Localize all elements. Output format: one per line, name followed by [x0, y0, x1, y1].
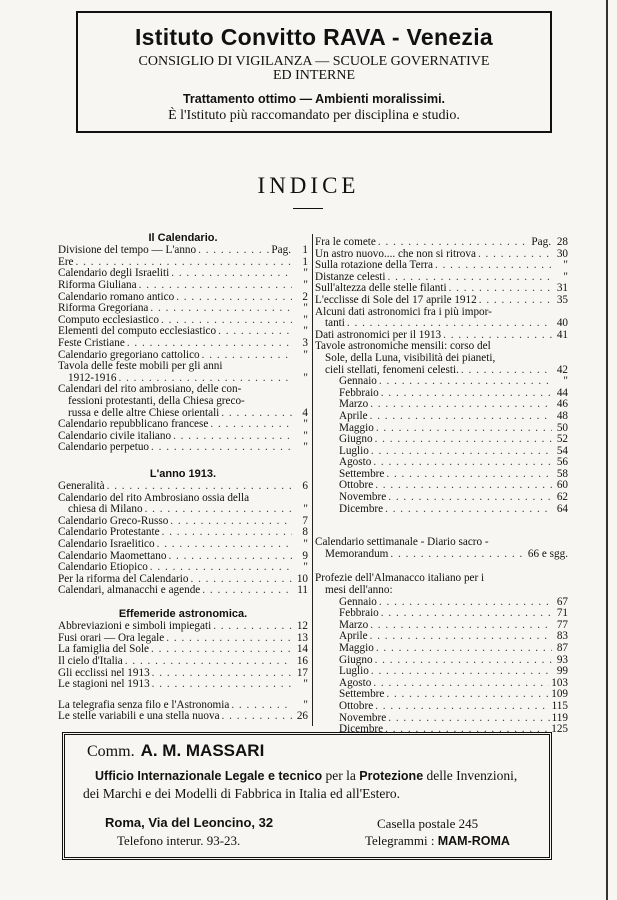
section-heading: Il Calendario. [148, 232, 218, 244]
month-entry: Aprile . . . 48 [315, 411, 568, 423]
index-title: INDICE [257, 173, 360, 198]
toc-entry: Calendari, almanacchi e agende . . . 11 [58, 585, 308, 597]
page-number: 64 [556, 502, 568, 515]
page-number: 7 [302, 514, 308, 527]
toc-entry: Calendario Maomettano . . . 9 [58, 551, 308, 563]
month-entry: Luglio . . . 54 [315, 446, 568, 458]
month-entry: Marzo . . . 46 [315, 399, 568, 411]
toc-entry: russa e delle altre Chiese orientali . . . 4 [58, 408, 308, 420]
ad-address: Roma, Via del Leoncino, 32 [105, 815, 274, 830]
page-number: 52 [556, 433, 568, 446]
toc-entry: Calendario repubblicano francese . . . " [58, 419, 308, 431]
toc-entry: chiesa di Milano . . . " [58, 504, 308, 516]
index-right-column [315, 237, 568, 736]
page-number: 67 [556, 595, 568, 608]
entry-line: Alcuni dati astronomici fra i più impor- [315, 305, 492, 318]
column-divider [312, 234, 313, 726]
month-entry: Giugno . . . 52 [315, 434, 568, 446]
ad-phone: Telefono interur. 93-23. [117, 833, 241, 848]
toc-entry: Memorandum . . . 66 e sgg. [315, 549, 568, 561]
page-number: 28 [556, 236, 568, 248]
page-number: " [303, 678, 308, 691]
toc-entry: Il cielo d'Italia . . . 16 [58, 656, 308, 668]
page-number: 10 [296, 572, 308, 585]
page-number: 44 [556, 386, 568, 399]
toc-entry: Le stagioni nel 1913 . . . " [58, 679, 308, 691]
title-rule [293, 208, 323, 209]
page-number: 60 [556, 479, 568, 492]
page-number: 54 [556, 444, 568, 457]
toc-entry: Calendario degli Israeliti . . . " [58, 268, 308, 280]
toc-entry: Calendario gregoriano cattolico . . . " [58, 350, 308, 362]
toc-entry: Calendario Etiopico . . . " [58, 562, 308, 574]
toc-entry: Calendario Protestante . . . 8 [58, 527, 308, 539]
page-number: 13 [296, 631, 308, 644]
entry-line: Calendari del rito ambrosiano, delle con- [58, 383, 242, 396]
ad-line: CONSIGLIO DI VIGILANZA — SCUOLE GOVERNATIVE [138, 54, 490, 69]
ad-telegram: Telegrammi : MAM-ROMA [365, 833, 510, 848]
page-number: 99 [556, 665, 568, 678]
page-number: 77 [556, 618, 568, 631]
toc-entry: La famiglia del Sole . . . 14 [58, 644, 308, 656]
page-number: 87 [556, 642, 568, 654]
section-heading: Effemeride astronomica. [118, 608, 248, 620]
page-number: " [303, 429, 308, 442]
toc-entry: Dati astronomici per il 1913 . . . 41 [315, 330, 568, 342]
entry-line: Tavola delle feste mobili per gli anni [58, 360, 223, 373]
page-number: " [303, 325, 308, 338]
month-entry: Gennaio . . . 67 [315, 597, 568, 609]
page-number: " [563, 270, 568, 283]
page-number: 56 [556, 456, 568, 469]
page-number: " [303, 348, 308, 361]
top-advertisement [76, 11, 552, 133]
entry-line: Calendario del rito Ambrosiano ossia della [58, 491, 250, 504]
toc-entry: Riforma Gregoriana . . . " [58, 303, 308, 315]
month-entry: Febbraio . . . 71 [315, 608, 568, 620]
month-entry: Dicembre . . . 125 [315, 724, 568, 736]
page-number: 58 [556, 467, 568, 480]
month-entry: Ottobre . . . 115 [315, 701, 568, 713]
page-number: 6 [302, 480, 308, 493]
toc-entry: Generalità . . . 6 [58, 481, 308, 493]
month-entry: Agosto . . . 56 [315, 457, 568, 469]
toc-entry: cieli stellati, fenomeni celesti. . . . 42 [315, 365, 568, 377]
month-entry: Maggio . . . 87 [315, 643, 568, 655]
page-number: 62 [556, 491, 568, 504]
page-number: 31 [556, 282, 568, 295]
toc-entry: Per la riforma del Calendario . . . 10 [58, 574, 308, 586]
toc-entry: Calendario Greco-Russo . . . 7 [58, 516, 308, 528]
month-entry: Giugno . . . 93 [315, 655, 568, 667]
month-entry: Dicembre . . . 64 [315, 504, 568, 516]
page-number: 14 [296, 643, 308, 656]
page-number: " [563, 375, 568, 388]
ad-line-bold: Trattamento ottimo — Ambienti moralissimi. [182, 92, 446, 106]
toc-entry: Distanze celesti . . . " [315, 272, 568, 284]
page-number: 26 [296, 710, 308, 723]
month-entry: Marzo . . . 77 [315, 620, 568, 632]
page-number: 93 [556, 653, 568, 666]
page-number: 9 [302, 549, 308, 562]
page-number: 103 [551, 676, 568, 689]
month-entry: Settembre . . . 58 [315, 469, 568, 481]
page-number: 48 [556, 409, 568, 422]
month-entry: Aprile . . . 83 [315, 631, 568, 643]
toc-entry: Le stelle variabili e una stella nuova . . . 26 [58, 711, 308, 723]
ad-name-line: Comm. A. M. MASSARI [87, 741, 265, 760]
page-number: " [563, 259, 568, 272]
page-number: " [303, 538, 308, 551]
month-entry: Settembre . . . 109 [315, 689, 568, 701]
entry-line: fessioni protestanti, della Chiesa greco- [68, 394, 245, 407]
page-number: 46 [556, 398, 568, 411]
page-number: 71 [556, 607, 568, 620]
toc-entry: Calendario romano antico . . . 2 [58, 292, 308, 304]
toc-entry: Computo ecclesiastico . . . " [58, 315, 308, 327]
month-entry: Agosto . . . 103 [315, 678, 568, 690]
page-number: 30 [556, 247, 568, 260]
toc-entry: L'ecclisse di Sole del 17 aprile 1912 . . . 35 [315, 295, 568, 307]
bottom-advertisement [62, 732, 552, 860]
page-number: 3 [302, 336, 308, 349]
page-number: 1 [302, 255, 308, 268]
ad-po-box: Casella postale 245 [377, 816, 479, 831]
page-number: 1 [302, 244, 308, 257]
toc-entry: Fra le comete . . . Pag. 28 [315, 237, 568, 249]
page-number: " [303, 418, 308, 431]
page-number: 2 [302, 290, 308, 303]
page-number: 16 [296, 654, 308, 667]
index-left-column [58, 232, 308, 723]
page-number: 125 [551, 723, 568, 736]
page-number: 115 [551, 699, 568, 712]
toc-entry: Abbreviazioni e simboli impiegati . . . 12 [58, 621, 308, 633]
page-number: 12 [296, 620, 308, 633]
toc-entry: La telegrafia senza filo e l'Astronomia . . . " [58, 700, 308, 712]
page-number: 119 [551, 711, 568, 724]
page-number: 83 [556, 630, 568, 643]
page-edge [606, 0, 608, 900]
month-entry: Novembre . . . 62 [315, 492, 568, 504]
entry-line: mesi dell'anno: [325, 584, 393, 597]
section-heading: L'anno 1913. [149, 467, 217, 480]
entry-line: Sole, della Luna, visibilità dei pianeti, [325, 351, 496, 364]
page-number: " [303, 302, 308, 315]
page-number: " [303, 278, 308, 291]
month-entry: Maggio . . . 50 [315, 423, 568, 435]
entry-line: Tavole astronomiche mensili: corso del [315, 340, 491, 353]
toc-entry: Divisione del tempo — L'anno . . . Pag. 1 [58, 245, 308, 257]
page-number: " [303, 313, 308, 326]
entry-line: Calendario settimanale - Diario sacro - [315, 536, 489, 549]
toc-entry: Riforma Giuliana . . . " [58, 280, 308, 292]
page-number: 8 [302, 526, 308, 539]
month-entry: Luglio . . . 99 [315, 666, 568, 678]
toc-entry: Un astro nuovo.... che non si ritrova . . . 30 [315, 249, 568, 261]
month-entry: Febbraio . . . 44 [315, 388, 568, 400]
ad-title: Istituto Convitto RAVA - Venezia [134, 24, 493, 50]
toc-entry: Sulla rotazione della Terra . . . " [315, 260, 568, 272]
ad-line: ED INTERNE [272, 68, 356, 83]
page-number: 109 [551, 688, 568, 701]
toc-entry: Fusi orari — Ora legale . . . 13 [58, 633, 308, 645]
page-number: 17 [296, 666, 308, 679]
page-number: 11 [297, 584, 308, 597]
page-number: " [303, 267, 308, 280]
toc-entry: 1912-1916 . . . " [58, 373, 308, 385]
month-entry: Ottobre . . . 60 [315, 480, 568, 492]
toc-entry: Calendario perpetuo . . . " [58, 442, 308, 454]
month-entry: Novembre . . . 119 [315, 713, 568, 725]
page-number: 50 [556, 421, 568, 434]
entry-line: Profezie dell'Almanacco italiano per i [315, 572, 485, 585]
toc-entry: Ere . . . 1 [58, 257, 308, 269]
toc-entry: Calendario Israelitico . . . " [58, 539, 308, 551]
toc-entry: Feste Cristiane . . . 3 [58, 338, 308, 350]
ad-line: È l'Istituto più raccomandato per disciplina e studio. [168, 108, 460, 123]
toc-entry: tanti . . . 40 [315, 318, 568, 330]
page-number: 35 [556, 293, 568, 306]
page-number: " [303, 561, 308, 574]
toc-entry: Sull'altezza delle stelle filanti . . . 31 [315, 283, 568, 295]
month-entry: Gennaio . . . " [315, 376, 568, 388]
page-number: " [303, 441, 308, 454]
toc-entry: Gli ecclissi nel 1913 . . . 17 [58, 668, 308, 680]
ad-body: Ufficio Internazionale Legale e tecnico per la Protezione delle Invenzioni, dei Marchi e dei Modelli di Fabbrica in Italia ed all'Estero. [83, 768, 518, 801]
page-number: " [303, 698, 308, 711]
toc-entry: Calendario civile italiano . . . " [58, 431, 308, 443]
toc-entry: Elementi del computo ecclesiastico . . . " [58, 326, 308, 338]
